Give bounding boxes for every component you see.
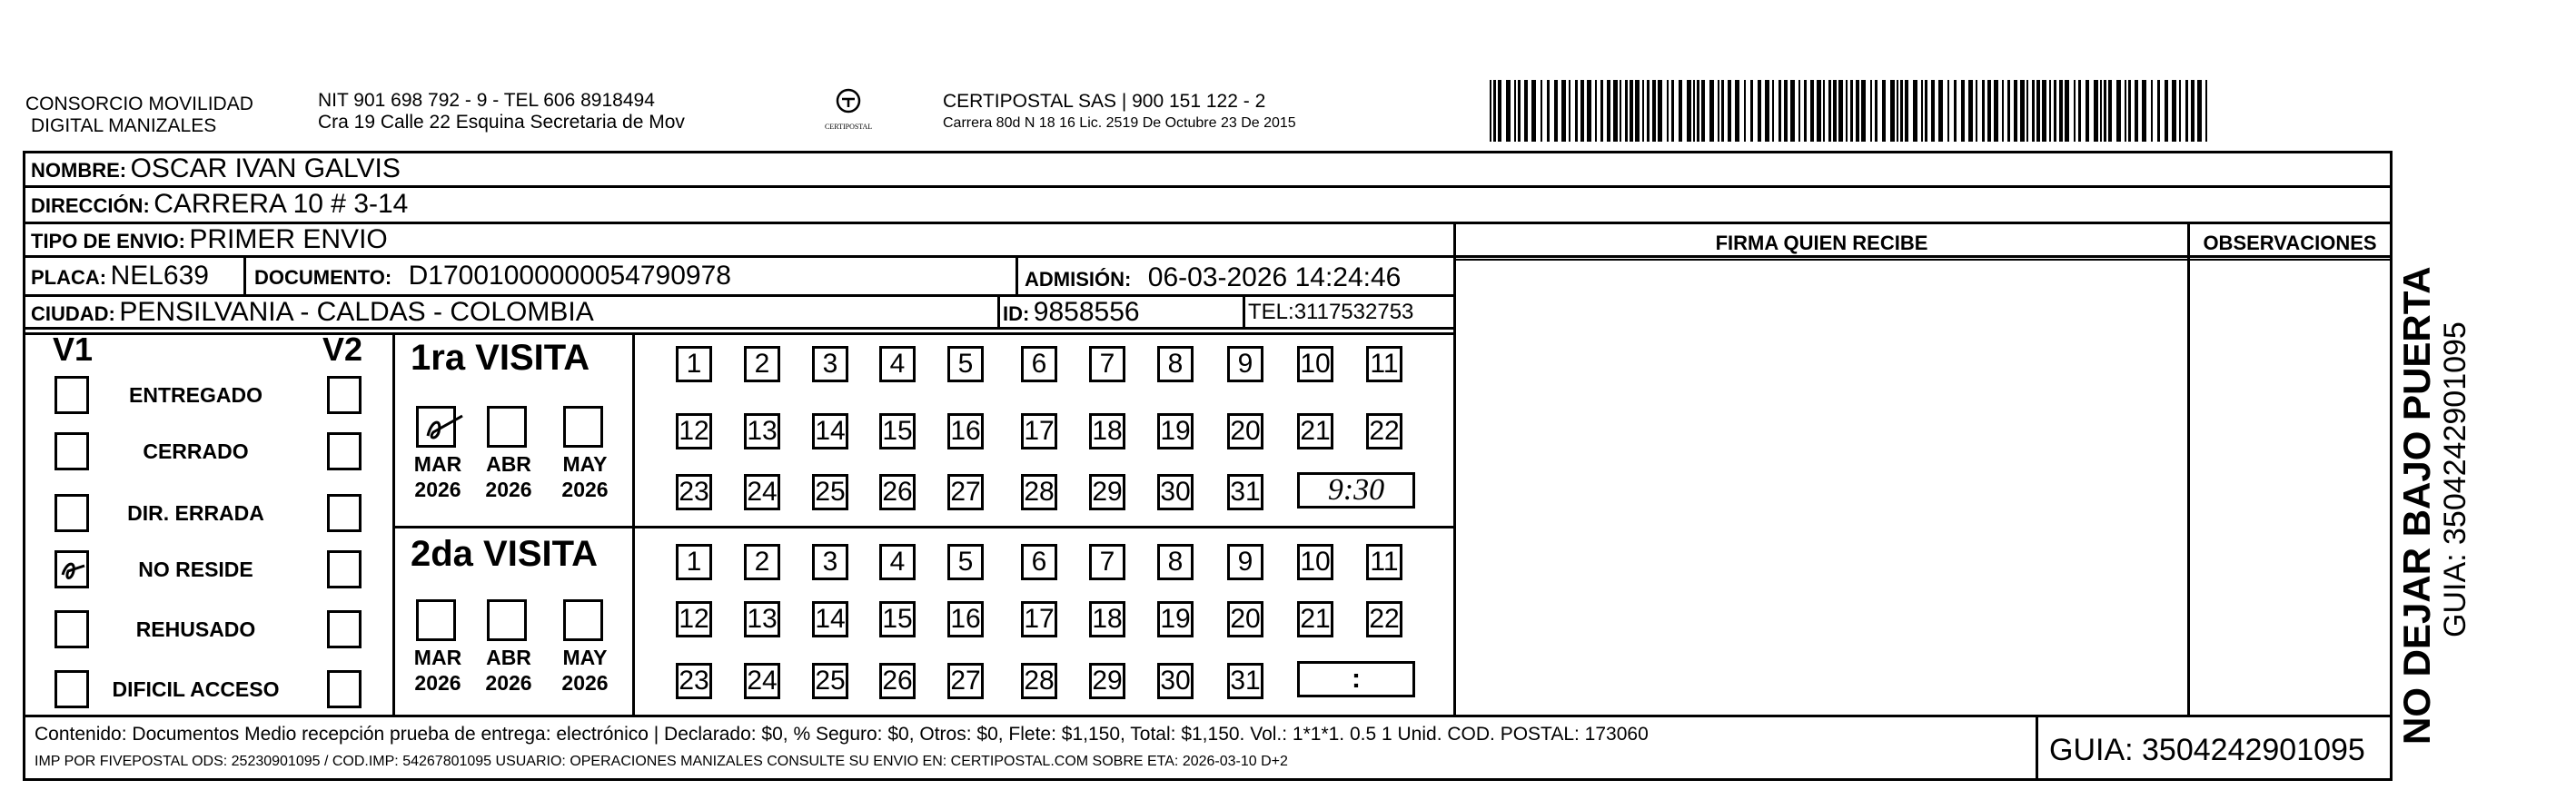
- barcode-bar: [2074, 80, 2076, 142]
- second-visit-day-22[interactable]: 22: [1366, 601, 1402, 637]
- second-visit-month-checkbox-mar[interactable]: [416, 599, 456, 641]
- barcode-bar: [1687, 80, 1691, 142]
- first-visit-day-12[interactable]: 12: [676, 413, 712, 449]
- barcode-bar: [1784, 80, 1788, 142]
- side-text: [2396, 18, 2472, 745]
- first-visit-day-26[interactable]: 26: [879, 474, 916, 510]
- barcode-bar: [1987, 80, 1991, 142]
- first-visit-day-10[interactable]: 10: [1297, 346, 1333, 382]
- barcode-bar: [1931, 80, 1935, 142]
- first-visit-day-20[interactable]: 20: [1227, 413, 1263, 449]
- barcode-bar: [1554, 80, 1558, 142]
- first-visit-day-25[interactable]: 25: [812, 474, 848, 510]
- second-visit-day-27[interactable]: 27: [947, 663, 984, 699]
- first-visit-month-checkbox-may[interactable]: [563, 406, 603, 448]
- second-visit-day-5[interactable]: 5: [947, 544, 984, 580]
- first-visit-day-24[interactable]: 24: [744, 474, 780, 510]
- barcode-bar: [1921, 80, 1923, 142]
- first-visit-year-label-mar: 2026: [414, 478, 461, 501]
- direccion-label: DIRECCIÓN:: [31, 194, 150, 217]
- second-visit-day-1[interactable]: 1: [676, 544, 712, 580]
- barcode-bar: [2185, 80, 2188, 142]
- barcode-bar: [1679, 80, 1682, 142]
- v2-checkbox-entregado[interactable]: [327, 376, 362, 414]
- barcode-bar: [1635, 80, 1640, 142]
- barcode-bar: [1875, 80, 1878, 142]
- barcode-bar: [1833, 80, 1837, 142]
- barcode-bar: [1798, 80, 1800, 142]
- tel-label: TEL:: [1248, 300, 1294, 324]
- barcode-bar: [2125, 80, 2126, 142]
- observaciones-header: OBSERVACIONES: [2203, 232, 2377, 254]
- barcode-bar: [2026, 80, 2028, 142]
- first-visit-day-7[interactable]: 7: [1089, 346, 1125, 382]
- barcode-bar: [1595, 80, 1597, 142]
- barcode-bar: [1647, 80, 1650, 142]
- v2-checkbox-dificil-acceso[interactable]: [327, 670, 362, 708]
- barcode-bar: [2002, 80, 2004, 142]
- tipo-envio-label: TIPO DE ENVIO:: [31, 230, 185, 252]
- barcode-bar: [1667, 80, 1669, 142]
- barcode-bar: [1498, 80, 1501, 142]
- second-visit-day-23[interactable]: 23: [676, 663, 712, 699]
- barcode-bar: [1870, 80, 1872, 142]
- barcode-bar: [2020, 80, 2025, 142]
- barcode-bar: [1947, 80, 1949, 142]
- first-visit-month-label-may: MAY: [562, 452, 608, 476]
- barcode-bar: [1658, 80, 1662, 142]
- second-visit-day-16[interactable]: 16: [947, 601, 984, 637]
- placa-row: [31, 260, 209, 297]
- second-visit-day-2[interactable]: 2: [744, 544, 780, 580]
- first-visit-day-9[interactable]: 9: [1227, 346, 1263, 382]
- barcode-bar: [1728, 80, 1731, 142]
- barcode-bar: [1897, 80, 1898, 142]
- v1-checkbox-dir-errada[interactable]: [54, 494, 89, 532]
- barcode-bar: [1913, 80, 1917, 142]
- barcode-bar: [2065, 80, 2069, 142]
- ciudad-value: PENSILVANIA - CALDAS - COLOMBIA: [119, 297, 594, 327]
- ciudad-row: [31, 296, 594, 333]
- first-visit-day-21[interactable]: 21: [1297, 413, 1333, 449]
- nombre-label: NOMBRE:: [31, 159, 127, 182]
- barcode-bar: [1547, 80, 1550, 142]
- barcode-bar: [2128, 80, 2131, 142]
- barcode-bar: [2179, 80, 2181, 142]
- second-visit-title: 2da VISITA: [411, 534, 598, 574]
- barcode-bar: [1994, 80, 1998, 142]
- barcode-bar: [1882, 80, 1886, 142]
- barcode-bar: [1925, 80, 1927, 142]
- first-visit-day-27[interactable]: 27: [947, 474, 984, 510]
- logo-icon: [830, 87, 867, 118]
- barcode-bar: [1490, 80, 1491, 142]
- nombre-value: OSCAR IVAN GALVIS: [130, 153, 401, 183]
- handwritten-mark-icon: [57, 553, 88, 588]
- first-visit-day-23[interactable]: 23: [676, 474, 712, 510]
- barcode-bar: [2100, 80, 2102, 142]
- second-visit-month-label-may: MAY: [562, 646, 608, 669]
- barcode-bar: [2116, 80, 2121, 142]
- barcode-bar: [1709, 80, 1714, 142]
- v2-checkbox-dir-errada[interactable]: [327, 494, 362, 532]
- barcode-bar: [1607, 80, 1610, 142]
- barcode-bar: [2086, 80, 2089, 142]
- first-visit-day-8[interactable]: 8: [1157, 346, 1194, 382]
- footer-guia: GUIA: 3504242901095: [2049, 733, 2365, 767]
- v2-checkbox-rehusado[interactable]: [327, 610, 362, 648]
- barcode-bar: [2142, 80, 2146, 142]
- first-visit-day-13[interactable]: 13: [744, 413, 780, 449]
- barcode-bar: [1580, 80, 1584, 142]
- second-visit-year-label-may: 2026: [561, 671, 609, 695]
- barcode-bar: [1524, 80, 1528, 142]
- second-visit-day-29[interactable]: 29: [1089, 663, 1125, 699]
- footer-contenido: Contenido: Documentos Medio recepción prueba de entrega: electrónico | Declarado: $0, % Seguro: $0, Otros: $0, Flete: $1,150, Total: $1,150. Vol.: 1*1*1. 0.5 1 Unid. COD. POSTAL: 173060: [35, 724, 1649, 745]
- logo-text: CERTIPOSTAL: [825, 123, 873, 131]
- company-contact: [318, 90, 685, 133]
- first-visit-day-16[interactable]: 16: [947, 413, 984, 449]
- direccion-row: [31, 188, 408, 225]
- second-visit-day-20[interactable]: 20: [1227, 601, 1263, 637]
- barcode-bar: [1790, 80, 1795, 142]
- first-visit-month-checkbox-abr[interactable]: [487, 406, 527, 448]
- barcode-bar: [2108, 80, 2112, 142]
- barcode-bar: [1890, 80, 1895, 142]
- second-visit-day-21[interactable]: 21: [1297, 601, 1333, 637]
- nombre-row: [31, 153, 401, 190]
- barcode-bar: [1575, 80, 1578, 142]
- barcode-bar: [1569, 80, 1570, 142]
- barcode-bar: [2078, 80, 2081, 142]
- id-label: ID:: [1003, 302, 1030, 325]
- v1-checkbox-cerrado[interactable]: [54, 432, 89, 470]
- barcode-bar: [1642, 80, 1644, 142]
- documento-label: DOCUMENTO:: [254, 266, 392, 289]
- first-visit-title: 1ra VISITA: [411, 338, 590, 378]
- v1-checkbox-no-reside[interactable]: [54, 550, 89, 588]
- second-visit-day-24[interactable]: 24: [744, 663, 780, 699]
- first-visit-day-6[interactable]: 6: [1021, 346, 1057, 382]
- barcode-bar: [1810, 80, 1814, 142]
- barcode-bar: [1976, 80, 1977, 142]
- barcode-bar: [1954, 80, 1957, 142]
- barcode-bar: [1982, 80, 1985, 142]
- barcode-bar: [2094, 80, 2098, 142]
- barcode-bar: [1828, 80, 1831, 142]
- first-visit-day-31[interactable]: 31: [1227, 474, 1263, 510]
- second-visit-day-19[interactable]: 19: [1157, 601, 1194, 637]
- barcode-bar: [1671, 80, 1674, 142]
- barcode-bar: [2104, 80, 2106, 142]
- tipo-envio-value: PRIMER ENVIO: [189, 224, 388, 254]
- status-label-rehusado: REHUSADO: [135, 617, 256, 641]
- barcode-bar: [1630, 80, 1633, 142]
- first-visit-day-18[interactable]: 18: [1089, 413, 1125, 449]
- barcode-bar: [2054, 80, 2056, 142]
- barcode-bar: [1861, 80, 1866, 142]
- tel-value: 3117532753: [1293, 300, 1414, 324]
- barcode-bar: [1693, 80, 1695, 142]
- barcode-bar: [1697, 80, 1699, 142]
- v1-label: V1: [53, 331, 94, 368]
- id-row: [1003, 296, 1140, 333]
- first-visit-day-4[interactable]: 4: [879, 346, 916, 382]
- barcode-bar: [2059, 80, 2063, 142]
- first-visit-month-label-abr: ABR: [486, 452, 531, 476]
- placa-value: NEL639: [110, 261, 209, 291]
- barcode-bar: [1838, 80, 1843, 142]
- barcode-bar: [1721, 80, 1724, 142]
- barcode-bar: [1493, 80, 1496, 142]
- first-visit-month-label-mar: MAR: [413, 452, 462, 476]
- barcode-bar: [1541, 80, 1542, 142]
- second-visit-day-18[interactable]: 18: [1089, 601, 1125, 637]
- second-visit-day-4[interactable]: 4: [879, 544, 916, 580]
- second-visit-month-checkbox-abr[interactable]: [487, 599, 527, 641]
- second-visit-day-30[interactable]: 30: [1157, 663, 1194, 699]
- first-visit-year-label-abr: 2026: [485, 478, 532, 501]
- barcode-bar: [1531, 80, 1536, 142]
- barcode-bar: [2191, 80, 2195, 142]
- v2-checkbox-cerrado[interactable]: [327, 432, 362, 470]
- barcode-bar: [1900, 80, 1903, 142]
- second-visit-day-3[interactable]: 3: [812, 544, 848, 580]
- id-value: 9858556: [1033, 297, 1140, 327]
- barcode-bar: [1968, 80, 1973, 142]
- barcode-bar: [1600, 80, 1603, 142]
- barcode-bar: [1652, 80, 1656, 142]
- documento-row: [254, 260, 731, 297]
- second-visit-year-label-mar: 2026: [414, 671, 461, 695]
- first-visit-day-17[interactable]: 17: [1021, 413, 1057, 449]
- second-visit-day-31[interactable]: 31: [1227, 663, 1263, 699]
- barcode-bar: [1778, 80, 1781, 142]
- barcode-bar: [1846, 80, 1848, 142]
- barcode-bar: [1718, 80, 1719, 142]
- second-visit-day-12[interactable]: 12: [676, 601, 712, 637]
- second-visit-day-7[interactable]: 7: [1089, 544, 1125, 580]
- placa-label: PLACA:: [31, 266, 107, 289]
- barcode-bar: [2014, 80, 2017, 142]
- barcode-bar: [1765, 80, 1769, 142]
- barcode-bar: [2007, 80, 2010, 142]
- company-address: Cra 19 Calle 22 Esquina Secretaria de Mov: [318, 112, 685, 133]
- company-name: [25, 94, 253, 137]
- first-visit-day-3[interactable]: 3: [812, 346, 848, 382]
- status-label-cerrado: CERRADO: [143, 439, 249, 463]
- barcode-bar: [1514, 80, 1516, 142]
- barcode-bar: [1744, 80, 1746, 142]
- barcode-bar: [2172, 80, 2176, 142]
- v1-checkbox-dificil-acceso[interactable]: [54, 670, 89, 708]
- barcode-bar: [1817, 80, 1821, 142]
- barcode-bar: [1772, 80, 1774, 142]
- first-visit-day-15[interactable]: 15: [879, 413, 916, 449]
- barcode-bar: [1625, 80, 1628, 142]
- nit-line: NIT 901 698 792 - 9 - TEL 606 8918494: [318, 90, 655, 111]
- admision-label: ADMISIÓN:: [1025, 268, 1132, 291]
- first-visit-year-label-may: 2026: [561, 478, 609, 501]
- second-visit-day-26[interactable]: 26: [879, 663, 916, 699]
- barcode: [1490, 80, 2216, 142]
- v2-label: V2: [322, 331, 363, 368]
- barcode-bar: [1587, 80, 1591, 142]
- v2-checkbox-no-reside[interactable]: [327, 550, 362, 588]
- barcode-bar: [1735, 80, 1739, 142]
- status-label-no-reside: NO RESIDE: [138, 558, 253, 581]
- barcode-bar: [1938, 80, 1943, 142]
- documento-value: D17001000000054790978: [408, 261, 731, 291]
- second-visit-month-label-abr: ABR: [486, 646, 531, 669]
- second-visit-day-13[interactable]: 13: [744, 601, 780, 637]
- first-visit-day-5[interactable]: 5: [947, 346, 984, 382]
- courier-info: [943, 91, 1296, 133]
- barcode-bar: [1823, 80, 1825, 142]
- second-visit-year-label-abr: 2026: [485, 671, 532, 695]
- second-visit-day-8[interactable]: 8: [1157, 544, 1194, 580]
- first-visit-day-22[interactable]: 22: [1366, 413, 1402, 449]
- second-visit-day-14[interactable]: 14: [812, 601, 848, 637]
- first-visit-day-30[interactable]: 30: [1157, 474, 1194, 510]
- firma-header: FIRMA QUIEN RECIBE: [1715, 232, 1928, 254]
- first-visit-day-11[interactable]: 11: [1366, 346, 1402, 382]
- status-label-dir-errada: DIR. ERRADA: [127, 501, 264, 525]
- first-visit-day-19[interactable]: 19: [1157, 413, 1194, 449]
- ciudad-label: CIUDAD:: [31, 302, 115, 325]
- second-visit-day-25[interactable]: 25: [812, 663, 848, 699]
- barcode-bar: [2135, 80, 2138, 142]
- barcode-bar: [2151, 80, 2153, 142]
- second-visit-day-9[interactable]: 9: [1227, 544, 1263, 580]
- second-visit-day-10[interactable]: 10: [1297, 544, 1333, 580]
- direccion-value: CARRERA 10 # 3-14: [154, 189, 409, 219]
- side-warning: NO DEJAR BAJO PUERTA: [2395, 266, 2438, 745]
- first-visit-day-14[interactable]: 14: [812, 413, 848, 449]
- barcode-bar: [1561, 80, 1566, 142]
- first-visit-time-box[interactable]: 9:30: [1297, 472, 1415, 509]
- barcode-bar: [1804, 80, 1807, 142]
- v1-checkbox-rehusado[interactable]: [54, 610, 89, 648]
- first-visit-month-checkbox-mar[interactable]: [416, 406, 456, 448]
- footer-imp: IMP POR FIVEPOSTAL ODS: 25230901095 / COD.IMP: 54267801095 USUARIO: OPERACIONES MANIZALES CONSULTE SU ENVIO EN: CERTIPOSTAL.COM SOBRE ETA: 2026-03-10 D+2: [35, 754, 1288, 769]
- side-guia: GUIA: 3504242901095: [2438, 321, 2472, 637]
- barcode-bar: [1506, 80, 1511, 142]
- barcode-bar: [1961, 80, 1965, 142]
- company-line-2: DIGITAL MANIZALES: [31, 115, 217, 136]
- barcode-bar: [2049, 80, 2051, 142]
- first-visit-day-29[interactable]: 29: [1089, 474, 1125, 510]
- tipo-envio-row: [31, 223, 388, 261]
- barcode-bar: [1758, 80, 1761, 142]
- second-visit-day-17[interactable]: 17: [1021, 601, 1057, 637]
- barcode-bar: [2036, 80, 2040, 142]
- first-visit-day-28[interactable]: 28: [1021, 474, 1057, 510]
- status-label-dificil-acceso: DIFICIL ACCESO: [112, 677, 280, 701]
- barcode-bar: [2032, 80, 2035, 142]
- barcode-bar: [1750, 80, 1753, 142]
- admision-value: 06-03-2026 14:24:46: [1147, 262, 1402, 292]
- second-visit-month-checkbox-may[interactable]: [563, 599, 603, 641]
- barcode-bar: [1850, 80, 1853, 142]
- barcode-bar: [1620, 80, 1621, 142]
- barcode-bar: [1856, 80, 1859, 142]
- v1-checkbox-entregado[interactable]: [54, 376, 89, 414]
- second-visit-day-11[interactable]: 11: [1366, 544, 1402, 580]
- tel-row: [1248, 296, 1413, 331]
- second-visit-day-28[interactable]: 28: [1021, 663, 1057, 699]
- second-visit-day-15[interactable]: 15: [879, 601, 916, 637]
- barcode-bar: [2197, 80, 2202, 142]
- barcode-bar: [1701, 80, 1705, 142]
- barcode-bar: [2205, 80, 2207, 142]
- courier-address: Carrera 80d N 18 16 Lic. 2519 De Octubre 23 De 2015: [943, 115, 1296, 131]
- barcode-bar: [2157, 80, 2160, 142]
- barcode-bar: [1905, 80, 1908, 142]
- barcode-bar: [2165, 80, 2168, 142]
- courier-line: CERTIPOSTAL SAS | 900 151 122 - 2: [943, 91, 1266, 112]
- second-visit-month-label-mar: MAR: [413, 646, 462, 669]
- first-visit-day-1[interactable]: 1: [676, 346, 712, 382]
- handwritten-mark-icon: [419, 409, 473, 449]
- barcode-bar: [1518, 80, 1521, 142]
- status-label-entregado: ENTREGADO: [129, 383, 263, 407]
- second-visit-time-box[interactable]: :: [1297, 661, 1415, 697]
- first-visit-day-2[interactable]: 2: [744, 346, 780, 382]
- company-line-1: CONSORCIO MOVILIDAD: [25, 94, 253, 114]
- barcode-bar: [2042, 80, 2046, 142]
- admision-row: [1025, 262, 1401, 299]
- certipostal-logo: [825, 87, 872, 131]
- second-visit-day-6[interactable]: 6: [1021, 544, 1057, 580]
- barcode-bar: [1613, 80, 1618, 142]
